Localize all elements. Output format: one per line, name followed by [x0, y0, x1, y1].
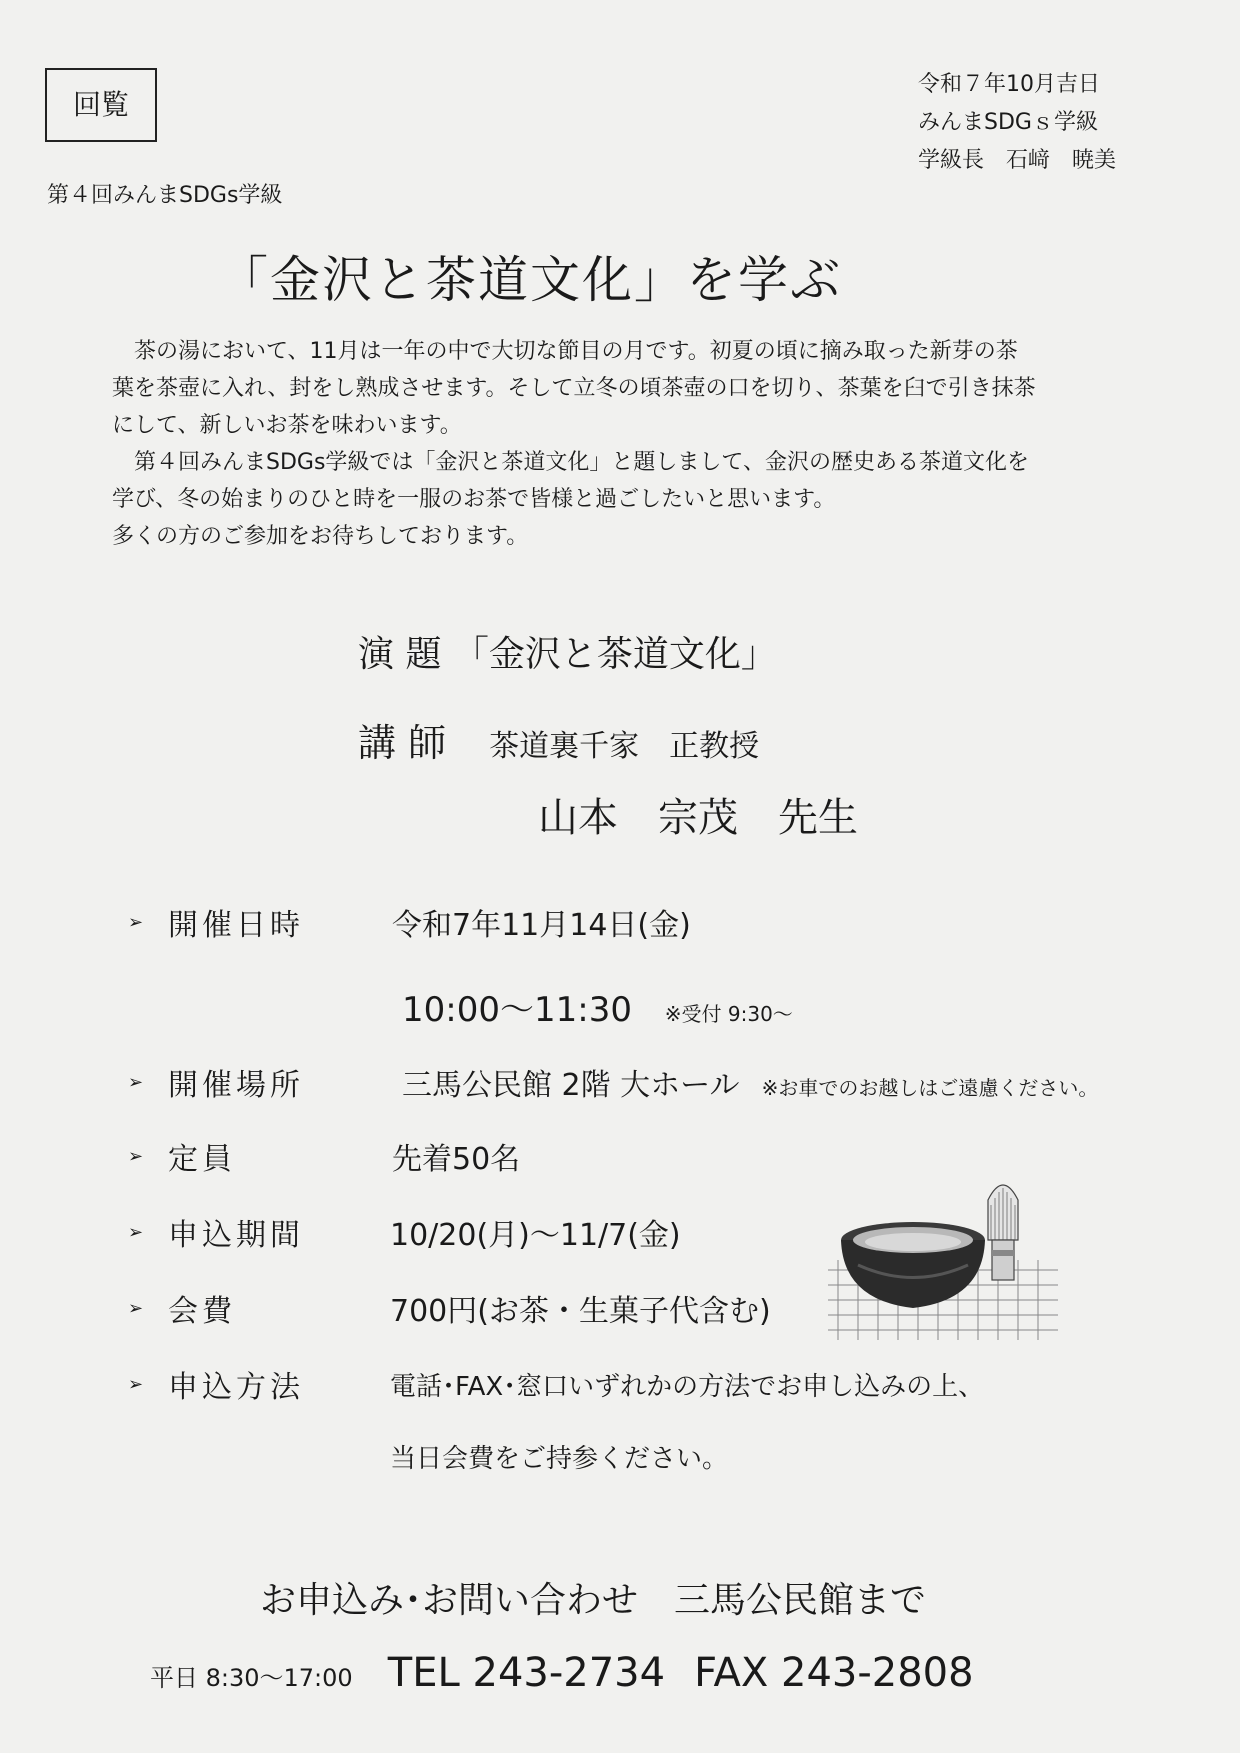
arrow-bullet-icon: ➢ [128, 1072, 144, 1093]
intro-line: 葉を茶壺に入れ、封をし熟成させます。そして立冬の頃茶壺の口を切り、茶葉を臼で引き抹茶 [112, 376, 1036, 401]
intro-line: 学び、冬の始まりのひと時を一服のお茶で皆様と過ごしたいと思います。 [112, 487, 836, 512]
office-hours: 平日 8:30～17:00 [150, 1664, 353, 1692]
series-label: 第４回みんまSDGs学級 [47, 183, 283, 208]
page-title: 「金沢と茶道文化」を学ぶ [218, 251, 842, 309]
circulation-stamp: 回覧 [45, 68, 157, 142]
detail-value: 先着50名 [392, 1142, 521, 1177]
detail-label: 定員 [168, 1142, 236, 1177]
issue-date: 令和７年10月吉日 [918, 72, 1100, 97]
detail-label: 開催日時 [168, 908, 304, 943]
detail-label: 開催場所 [168, 1068, 304, 1103]
lecturer-affiliation: 茶道裏千家 正教授 [489, 729, 760, 764]
intro-line: 茶の湯において、11月は一年の中で大切な節目の月です。初夏の頃に摘み取った新芽の茶 [134, 339, 1018, 364]
lecturer-name: 山本 宗茂 先生 [538, 795, 858, 841]
arrow-bullet-icon: ➢ [128, 1222, 144, 1243]
contact-line: お申込み･お問い合わせ 三馬公民館まで [260, 1580, 927, 1621]
issuer-block [918, 66, 1116, 180]
issuer-head: 学級長 石﨑 暁美 [918, 148, 1117, 173]
place-note: ※お車でのお越しはご遠慮ください。 [761, 1076, 1099, 1100]
detail-label: 申込方法 [168, 1370, 304, 1405]
tea-bowl-whisk-illustration [828, 1150, 1058, 1340]
detail-value: 電話･FAX･窓口いずれかの方法でお申し込みの上、 [390, 1372, 985, 1402]
time-note: ※受付 9:30～ [664, 1002, 793, 1026]
place-value-wrap [402, 1060, 1098, 1104]
intro-line: 第４回みんまSDGs学級では「金沢と茶道文化」と題しまして、金沢の歴史ある茶道文化を [134, 450, 1029, 475]
detail-value: 10/20(月)～11/7(金) [390, 1218, 681, 1253]
time-range: 10:00～11:30 [402, 990, 632, 1030]
detail-label: 申込期間 [168, 1218, 304, 1253]
lecturer-label: 講 師 [358, 721, 447, 765]
phone-number: TEL 243-2734 [387, 1650, 666, 1696]
arrow-bullet-icon: ➢ [128, 1374, 144, 1395]
detail-label: 会費 [168, 1294, 236, 1329]
intro-text [112, 333, 1112, 555]
arrow-bullet-icon: ➢ [128, 1298, 144, 1319]
intro-line: 多くの方のご参加をお待ちしております。 [112, 524, 529, 549]
detail-value: 令和7年11月14日(金) [392, 908, 691, 943]
method-continuation: 当日会費をご持参ください。 [390, 1444, 729, 1474]
detail-value: 三馬公民館 2階 大ホール [402, 1068, 740, 1103]
footer-contact [150, 1650, 974, 1696]
fax-number: FAX 243-2808 [694, 1650, 974, 1696]
arrow-bullet-icon: ➢ [128, 912, 144, 933]
issuer-org: みんまSDGｓ学級 [918, 110, 1098, 135]
lecture-topic: 演 題 「金沢と茶道文化」 [358, 634, 777, 675]
arrow-bullet-icon: ➢ [128, 1146, 144, 1167]
intro-line: にして、新しいお茶を味わいます。 [112, 413, 462, 438]
event-time [402, 982, 793, 1031]
detail-value: 700円(お茶・生菓子代含む) [390, 1294, 771, 1329]
lecturer-row [358, 712, 759, 767]
